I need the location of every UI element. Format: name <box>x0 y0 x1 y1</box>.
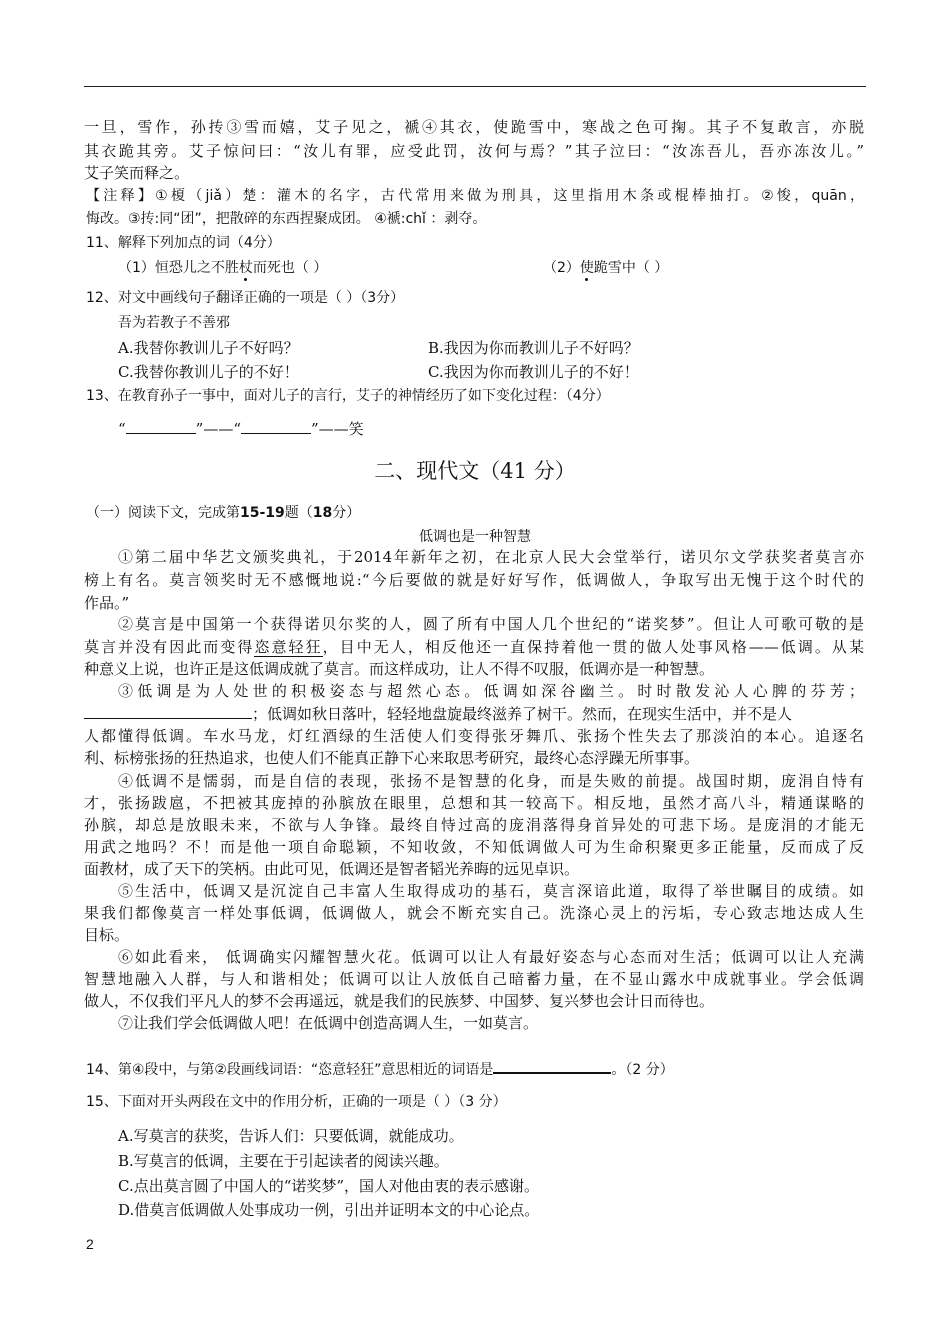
article-line: 目标。 <box>84 926 130 944</box>
page-number: 2 <box>86 1236 94 1252</box>
intro-text: 分） <box>332 505 361 521</box>
text-run: ；低调如秋日落叶，轻轻地盘旋最终滋养了树干。然而，在现实生活中，并不是人 <box>252 705 793 723</box>
article-title: 低调也是一种智慧 <box>419 529 531 545</box>
answer-blank-1[interactable] <box>126 419 196 434</box>
article-line: ⑦让我们学会低调做人吧！在低调中创造高调人生，一如莫言。 <box>118 1014 539 1032</box>
reading-intro <box>86 503 360 523</box>
question-text: 14、第④段中，与第②段画线词语：“恣意轻狂”意思相近的词语是 <box>86 1062 494 1078</box>
article-line: 榜上有名。莫言领奖时无不感慨地说:“今后要做的就是好好写作，低调做人，争取写出无愧于这个时代的 <box>84 571 864 589</box>
article-line: 作品。” <box>84 594 130 612</box>
text-run: ，目中无人，相反他还一直保持着他一贯的做人处事风格——低调。从某 <box>322 638 864 656</box>
option-c: C.点出莫言圆了中国人的“诺奖梦”，国人对他由衷的表示感谢。 <box>118 1177 540 1195</box>
article-line: 种意义上说，也许正是这低调成就了莫言。而这样成功，让人不得不叹服，低调亦是一种智慧。 <box>84 660 715 678</box>
intro-text: 题（ <box>284 505 313 521</box>
passage-line: 一旦，雪作，孙抟③雪而嬉，艾子见之，褫④其衣，使跪雪中，寒战之色可掬。其子不复敢言，亦脱 <box>84 118 864 136</box>
article-line <box>84 704 864 724</box>
item-text: 而死也（ ） <box>252 260 328 276</box>
answer-blank[interactable] <box>493 1059 611 1074</box>
option-d: C.我因为你而教训儿子的不好！ <box>428 363 639 381</box>
dotted-char: 杖 <box>238 260 253 276</box>
question-15-stem: 15、下面对开头两段在文中的作用分析，正确的一项是（ ）（3 分） <box>86 1094 507 1110</box>
article-line: 才，张扬跋扈，不把被其庞掉的孙膑放在眼里，总想和其一较高下。相反地，虽然才高八斗，精通谋略的 <box>84 794 864 812</box>
option-b: B.我因为你而教训儿子不好吗？ <box>428 339 639 357</box>
chain-end: ”——笑 <box>311 420 364 438</box>
article-line: 智慧地融入人群，与人和谐相处；低调可以让人放低自己暗蓄力量，在不显山露水中成就事业。学会低调 <box>84 970 864 988</box>
question-12-stem: 12、对文中画线句子翻译正确的一项是（ ）（3分） <box>86 290 405 306</box>
article-line: 用武之地吗？不！而是他一项自命聪颖，不知收敛，不知低调做人可为生命积聚更多正能量，反而成了反 <box>84 838 864 856</box>
underlined-phrase: 恣意轻狂 <box>254 638 323 656</box>
notes-line: 【注释】①榎（jiǎ）楚：灌木的名字，古代常用来做为刑具，这里指用木条或棍棒抽打。②悛，quān， <box>86 188 864 204</box>
option-b: B.写莫言的低调，主要在于引起读者的阅读兴趣。 <box>118 1152 449 1170</box>
question-13-chain <box>118 419 364 439</box>
item-text: 跪雪中（ ） <box>593 260 669 276</box>
dotted-char: 使 <box>579 260 594 276</box>
article-line: 做人，不仅我们平凡人的梦不会再遥远，就是我们的民族梦、中国梦、复兴梦也会计日而待也。 <box>84 992 715 1010</box>
option-a: A.我替你教训儿子不好吗？ <box>118 339 299 357</box>
article-line: 利、标榜张扬的狂热追求，也使人们不能真正静下心来取思考研究，最终心态浮躁无所事事。 <box>84 749 700 767</box>
section-title: 二、现代文（41 分） <box>374 459 576 483</box>
option-d: D.借莫言低调做人处事成功一例，引出并证明本文的中心论点。 <box>118 1201 540 1219</box>
question-14 <box>86 1059 674 1080</box>
article-line: ①第二届中华艺文颁奖典礼，于2014年新年之初，在北京人民大会堂举行，诺贝尔文学获奖者莫言亦 <box>118 548 864 566</box>
passage-line: 其衣跪其旁。艾子惊问曰：“汝儿有罪，应受此罚，汝何与焉？”其子泣曰：“汝冻吾儿，吾亦冻汝儿。” <box>84 142 864 160</box>
question-11-item-1 <box>118 258 327 278</box>
header-rule <box>84 86 866 87</box>
article-line <box>84 637 864 657</box>
article-line: 果我们都像莫言一样处事低调，低调做人，就会不断充实自己。洗涤心灵上的污垢，专心致志地达成人生 <box>84 904 864 922</box>
article-line: ③低调是为人处世的积极姿态与超然心态。低调如深谷幽兰。时时散发沁人心脾的芬芳； <box>118 682 864 700</box>
fill-in-blank[interactable] <box>84 705 252 719</box>
text-run: 莫言并没有因此而变得 <box>84 638 255 656</box>
question-11-item-2 <box>543 258 668 278</box>
article-line: 人都懂得低调。车水马龙，灯红酒绿的生活使人们变得张牙舞爪、张扬个性失去了那淡泊的本心。追逐名 <box>84 727 864 745</box>
answer-blank-2[interactable] <box>241 419 311 434</box>
chain-dash: ”——“ <box>195 420 242 438</box>
option-a: A.写莫言的获奖，告诉人们：只要低调，就能成功。 <box>118 1127 464 1145</box>
article-line: ②莫言是中国第一个获得诺贝尔奖的人，圆了所有中国人几个世纪的“诺奖梦”。但让人可歌可敬的是 <box>118 615 864 633</box>
item-text: （2） <box>543 260 580 276</box>
question-text: 。（2 分） <box>611 1062 674 1078</box>
article-line: ⑥如此看来， 低调确实闪耀智慧火花。低调可以让人有最好姿态与心态而对生活；低调可以让人充满 <box>118 948 864 966</box>
option-c: C.我替你教训儿子的不好！ <box>118 363 299 381</box>
intro-range: 15-19 <box>240 505 285 521</box>
intro-text: （一）阅读下文，完成第 <box>86 505 240 521</box>
item-text: （1）恒恐儿之不胜 <box>118 260 239 276</box>
article-line: 孙膑，却总是放眼未来，不欲与人争锋。最终自恃过高的庞涓落得身首异处的可悲下场。是庞涓的才能无 <box>84 816 864 834</box>
article-line: ④低调不是懦弱，而是自信的表现，张扬不是智慧的化身，而是失败的前提。战国时期，庞涓自恃有 <box>118 772 864 790</box>
article-line: ⑤生活中，低调又是沉淀自己丰富人生取得成功的基石，莫言深谙此道，取得了举世瞩目的成绩。如 <box>118 882 864 900</box>
question-12-sentence: 吾为若教子不善邪 <box>118 315 230 331</box>
quote-open: “ <box>118 420 126 438</box>
question-13-stem: 13、在教育孙子一事中，面对儿子的言行，艾子的神情经历了如下变化过程：（4分） <box>86 388 610 404</box>
intro-score: 18 <box>312 505 333 521</box>
article-line: 面教材，成了天下的笑柄。由此可见，低调还是智者韬光养晦的远见卓识。 <box>84 860 580 878</box>
passage-line: 艾子笑而释之。 <box>84 164 190 182</box>
notes-line: 悔改。③抟:同“团”，把散碎的东西捏聚成团。 ④褫:chǐ ：剥夺。 <box>86 211 487 227</box>
question-11-stem: 11、解释下列加点的词（4分） <box>86 235 281 251</box>
